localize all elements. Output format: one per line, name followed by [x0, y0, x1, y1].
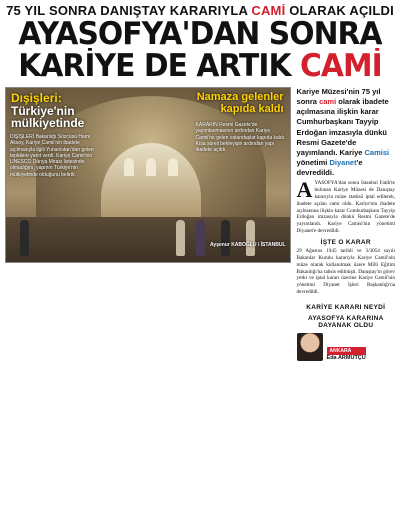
byline-location: ANKARA: [327, 347, 366, 355]
lead-highlight-diyanet: Diyanet: [329, 157, 357, 167]
lead-text: Kariye Müzesi'nin 75 yıl sonra: [296, 87, 381, 107]
visitor-figure: [176, 220, 185, 256]
byline: [297, 333, 395, 361]
visitor-figure: [246, 220, 255, 256]
lead-text: 'e devredildi.: [296, 157, 363, 177]
photo-caption-left: [11, 92, 111, 130]
lead-paragraph: [297, 87, 395, 178]
kicker-text: 75 YIL SONRA DANIŞTAY KARARIYLA: [6, 3, 252, 18]
lead-text: yönetimi: [296, 157, 330, 167]
body-paragraph-1: [296, 177, 395, 235]
caption-left-sub: Türkiye'nin mülkiyetinde: [11, 103, 85, 131]
subhead-iste-o-karar: İŞTE O KARAR: [320, 239, 371, 246]
visitor-figure: [196, 220, 205, 256]
subhead-kariye-karari: KARİYE KARARI NEYDİ: [306, 304, 386, 312]
headline-line1: AYASOFYA'DAN SONRA: [18, 16, 382, 52]
author-name: Eda ARMUTÇU: [326, 354, 366, 361]
kariye-interior-photo: [5, 87, 291, 263]
lead-text: olarak ibadete açılmasına ilişkin karar Cumhurbaşkanı Tayyip Erdoğan imzasıyla dünkü Resmi Gazete'de yayımlandı. Kariye: [296, 97, 389, 157]
photo-caption-right: Namaza gelenler kapıda kaldı: [196, 91, 284, 115]
right-column-lower: [297, 300, 395, 530]
arch-window: [124, 158, 134, 176]
inset-text-right: KARARIN Resmi Gazete'de yayımlanmasının ardından Kariye Camii'ne gelen vatandaşlar kapıda kaldı. Kısa süreli bekleyişin ardından yapı ibadete açıldı.: [195, 122, 286, 153]
lead-highlight-cami: cami: [319, 97, 337, 107]
kicker-highlight: CAMİ: [251, 3, 286, 18]
article-top: [5, 87, 395, 296]
lead-highlight-camisi: Camisi: [364, 147, 390, 157]
arch-window: [168, 158, 178, 176]
headline-line2-text: KARİYE DE ARTIK: [18, 48, 301, 84]
headline-line2: [13, 48, 387, 84]
visitor-figure: [20, 220, 29, 256]
visitor-figure: [221, 220, 230, 256]
drop-cap: A: [296, 177, 313, 203]
author-photo: [297, 333, 323, 361]
article-bottom: [5, 300, 395, 530]
arch-window: [146, 158, 156, 176]
adjacent-column-blank: [5, 300, 291, 530]
photo-credit: Ayşenur KABOĞLU / İSTANBUL: [209, 242, 286, 248]
inset-text-left: DIŞİŞLERİ Bakanlığı Sözcüsü Hami Aksoy, Kariye Camii'nin ibadete açılmasıyla ilgili Yunanistan'dan gelen tepkilere yanıt verdi. Kariye Camii'nin UNESCO Dünya Mirası listesinde olmadığını, yapının Türkiye'nin mülkiyetinde olduğunu belirtti.: [10, 134, 94, 178]
caption-left-title: Dışişleri:: [11, 91, 62, 105]
kicker-text-end: OLARAK AÇILDI: [285, 3, 394, 18]
body-paragraph-1-text: YASOFYA'dan sonra İstanbul Fatih'te bulunan Kariye Müzesi de Danıştay kararıyla müze statüsü iptal edilerek, ibadete açılan cami oldu. Kariye'nin ibadete açılmasına ilişkin karar Cumhurbaşkanı Tayyip Erdoğan imzasıyla dünkü Resmi Gazete'de yayımlandı. Kariye Camisi'nin yönetimi Diyanet'e devredildi.: [296, 180, 395, 235]
lead-column: [297, 87, 395, 296]
headline-highlight: CAMİ: [300, 48, 382, 84]
body-paragraph-2: 29 Ağustos 1945 tarihli ve 3/3054 sayılı Bakanlar Kurulu kararıyla Kariye Camii'nin müze olarak kullanılmak üzere Milli Eğitim Bakanlığı'na tahsis edilmişti. Danıştay'ın görev yetki ve iptal kararı üzerine Kariye Camii'nin yönetimi Diyanet İşleri Başkanlığı'na devredildi.: [296, 248, 395, 296]
subhead-ayasofya-dayanak: AYASOFYA KARARINA DAYANAK OLDU: [307, 315, 384, 330]
blank-area: [5, 300, 291, 530]
